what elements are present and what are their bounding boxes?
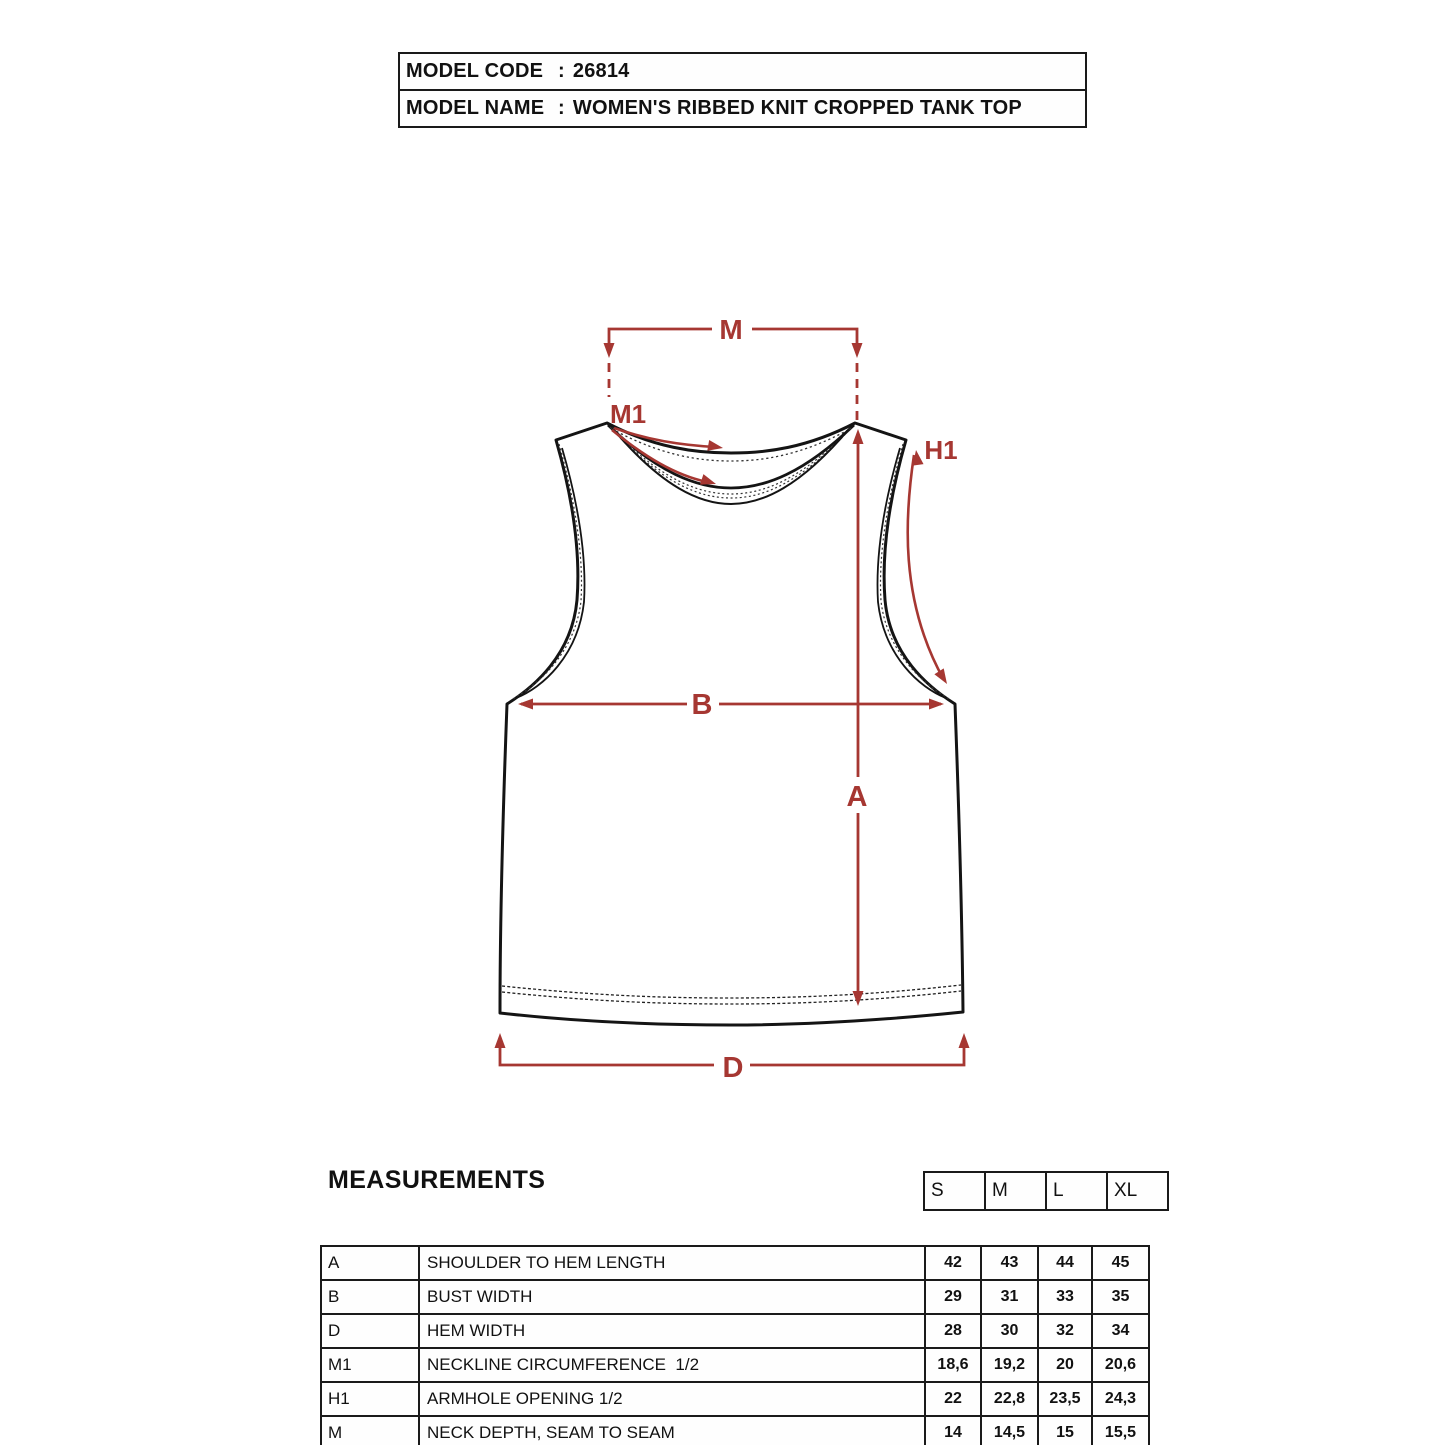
colon-separator: : xyxy=(558,60,565,82)
value-xl: 34 xyxy=(1092,1314,1149,1348)
row-code: B xyxy=(321,1280,419,1314)
arrow-d-left xyxy=(495,1033,506,1048)
row-description: HEM WIDTH xyxy=(419,1314,925,1348)
value-l: 15 xyxy=(1038,1416,1092,1445)
value-m: 31 xyxy=(981,1280,1038,1314)
value-m: 22,8 xyxy=(981,1382,1038,1416)
garment-silhouette xyxy=(500,423,963,1025)
colon-separator: : xyxy=(558,97,565,119)
model-info-table xyxy=(398,52,1087,128)
table-row-m1 xyxy=(321,1348,1149,1382)
value-xl: 24,3 xyxy=(1092,1382,1149,1416)
row-description: BUST WIDTH xyxy=(419,1280,925,1314)
model-code-value: 26814 xyxy=(572,60,630,82)
table-row-b xyxy=(321,1280,1149,1314)
row-code: M xyxy=(321,1416,419,1445)
value-s: 14 xyxy=(925,1416,981,1445)
dimension-h1-arrow xyxy=(908,455,944,680)
size-cell-m: M xyxy=(984,1173,1045,1209)
arrow-m-right xyxy=(852,343,863,358)
model-code-row xyxy=(400,54,1085,89)
garment-diagram xyxy=(440,295,1020,1095)
row-description: NECKLINE CIRCUMFERENCE 1/2 xyxy=(419,1348,925,1382)
value-l: 20 xyxy=(1038,1348,1092,1382)
size-cell-l: L xyxy=(1045,1173,1106,1209)
value-s: 18,6 xyxy=(925,1348,981,1382)
value-l: 44 xyxy=(1038,1246,1092,1280)
row-code: D xyxy=(321,1314,419,1348)
label-b: B xyxy=(691,689,713,721)
value-xl: 45 xyxy=(1092,1246,1149,1280)
model-name-label: MODEL NAME xyxy=(406,97,545,119)
label-m: M xyxy=(719,314,743,345)
arrow-d-right xyxy=(959,1033,970,1048)
value-xl: 35 xyxy=(1092,1280,1149,1314)
value-xl: 15,5 xyxy=(1092,1416,1149,1445)
measurements-title: MEASUREMENTS xyxy=(328,1166,546,1194)
row-description: SHOULDER TO HEM LENGTH xyxy=(419,1246,925,1280)
size-cell-xl: XL xyxy=(1106,1173,1167,1209)
arrow-m-left xyxy=(604,343,615,358)
value-xl: 20,6 xyxy=(1092,1348,1149,1382)
table-row-d xyxy=(321,1314,1149,1348)
value-l: 33 xyxy=(1038,1280,1092,1314)
model-name-row xyxy=(400,89,1085,126)
row-description: ARMHOLE OPENING 1/2 xyxy=(419,1382,925,1416)
arrow-h1-bottom xyxy=(934,668,951,687)
measurements-table xyxy=(320,1245,1150,1445)
size-header-table xyxy=(923,1171,1169,1211)
value-s: 29 xyxy=(925,1280,981,1314)
value-m: 14,5 xyxy=(981,1416,1038,1445)
model-code-label: MODEL CODE xyxy=(406,60,544,82)
label-a: A xyxy=(846,781,868,813)
value-s: 22 xyxy=(925,1382,981,1416)
row-code: H1 xyxy=(321,1382,419,1416)
label-m1: M1 xyxy=(609,399,647,429)
value-l: 23,5 xyxy=(1038,1382,1092,1416)
size-cell-s: S xyxy=(931,1180,944,1201)
value-s: 42 xyxy=(925,1246,981,1280)
value-m: 30 xyxy=(981,1314,1038,1348)
value-m: 43 xyxy=(981,1246,1038,1280)
model-name-value: WOMEN'S RIBBED KNIT CROPPED TANK TOP xyxy=(572,97,1022,119)
table-row-m xyxy=(321,1416,1149,1445)
table-row-h1 xyxy=(321,1382,1149,1416)
row-code: M1 xyxy=(321,1348,419,1382)
garment-outline xyxy=(500,423,963,1025)
value-l: 32 xyxy=(1038,1314,1092,1348)
value-s: 28 xyxy=(925,1314,981,1348)
label-h1: H1 xyxy=(924,435,958,465)
table-row-a xyxy=(321,1246,1149,1280)
value-m: 19,2 xyxy=(981,1348,1038,1382)
label-d: D xyxy=(722,1052,744,1084)
row-code: A xyxy=(321,1246,419,1280)
row-description: NECK DEPTH, SEAM TO SEAM xyxy=(419,1416,925,1445)
